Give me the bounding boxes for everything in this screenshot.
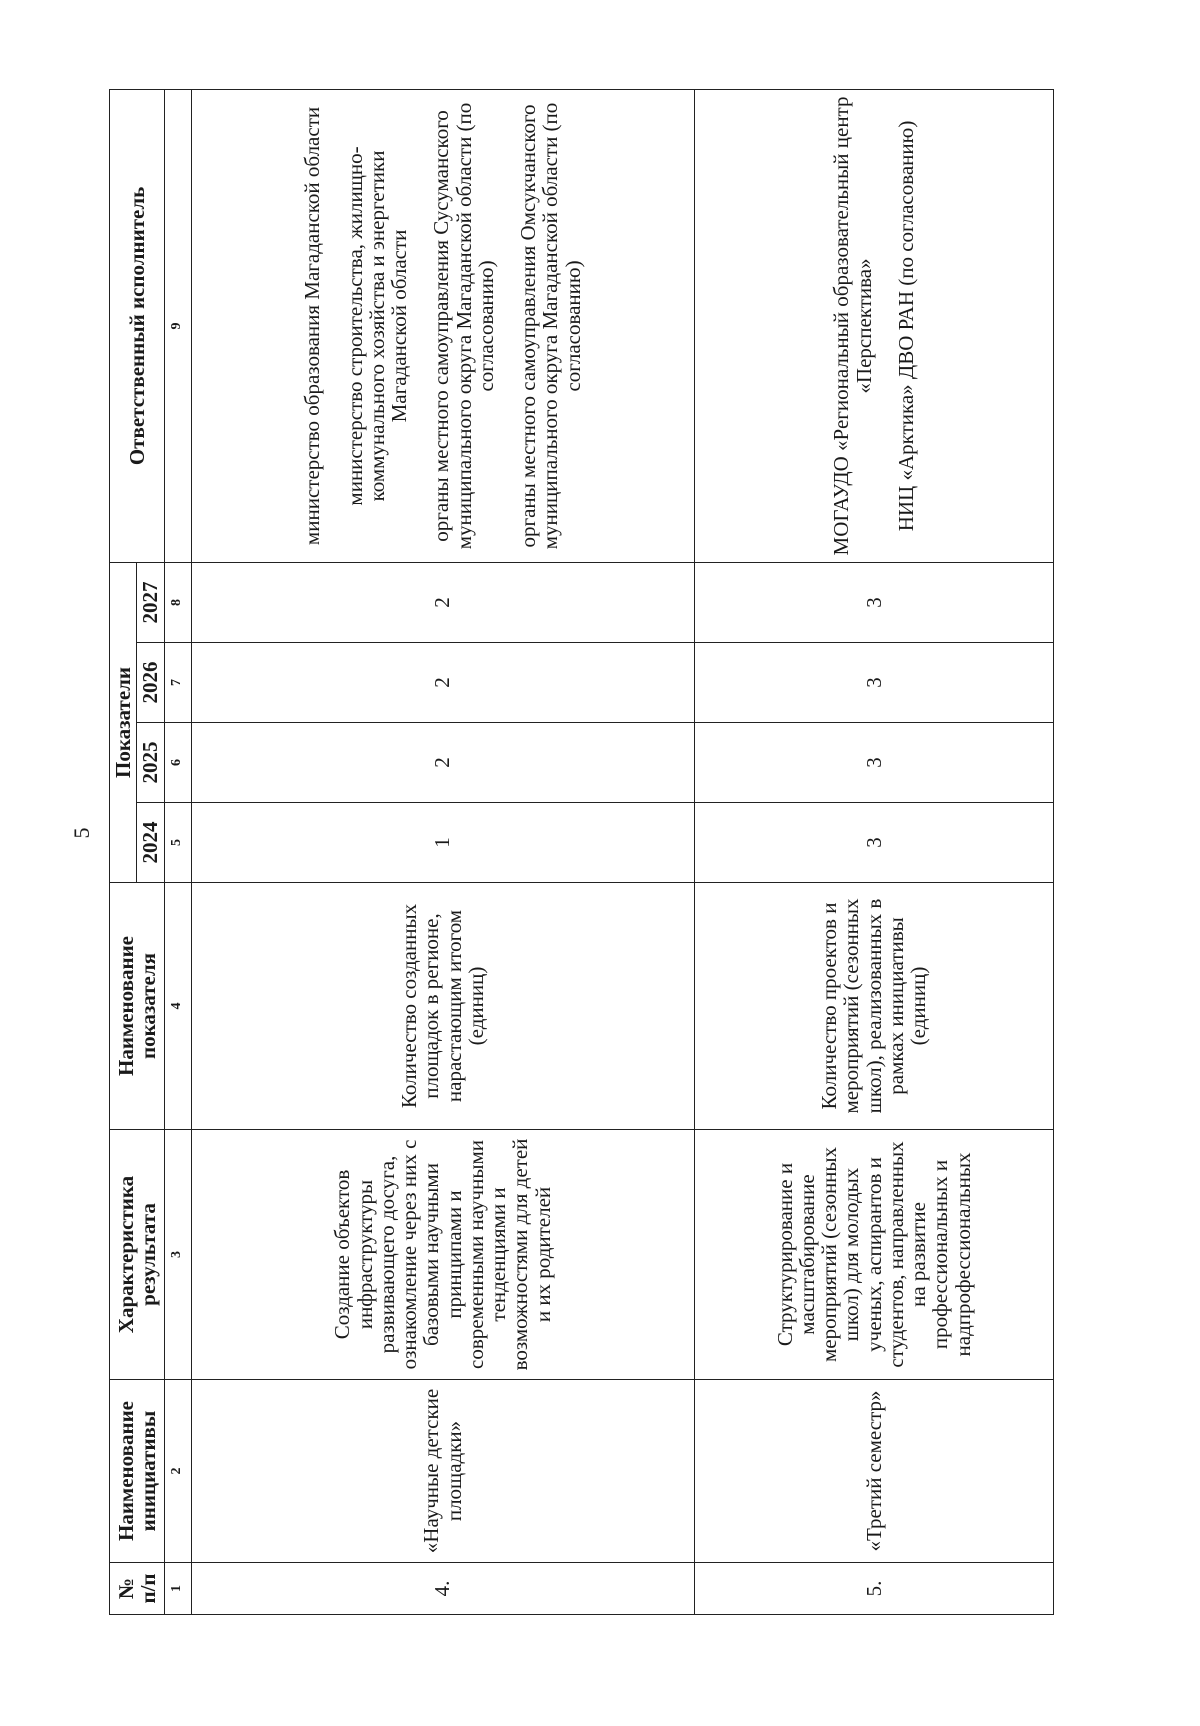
row-indicator: Количество проектов и мероприятий (сезонных школ), реализованных в рамках инициативы (единиц) bbox=[694, 883, 1053, 1130]
row-characteristic: Создание объектов инфраструктуры развивающего досуга, ознакомление через них с базовыми научными принципами и современными научными тенденциями и возможностями для детей и их родителей bbox=[191, 1130, 694, 1380]
header-characteristic: Характеристика результата bbox=[110, 1130, 165, 1380]
header-year-2027: 2027 bbox=[137, 562, 164, 642]
header-year-2026: 2026 bbox=[137, 643, 164, 723]
header-year-2025: 2025 bbox=[137, 723, 164, 803]
row-num: 5. bbox=[694, 1563, 1053, 1615]
header-num: № п/п bbox=[110, 1563, 165, 1615]
column-number-6: 6 bbox=[164, 723, 191, 803]
table-row bbox=[694, 89, 1053, 1614]
column-number-2: 2 bbox=[164, 1380, 191, 1563]
row-value-2027: 2 bbox=[191, 562, 694, 642]
page-number: 5 bbox=[69, 827, 94, 839]
row-num: 4. bbox=[191, 1563, 694, 1615]
column-number-3: 3 bbox=[164, 1130, 191, 1380]
header-initiative: Наименование инициативы bbox=[110, 1380, 165, 1563]
row-indicator: Количество созданных площадок в регионе, нарастающим итогом (единиц) bbox=[191, 883, 694, 1130]
indicators-table bbox=[109, 89, 1054, 1615]
rotated-table-container bbox=[109, 90, 1054, 1615]
row-value-2024: 3 bbox=[694, 803, 1053, 883]
header-indicators-group: Показатели bbox=[110, 562, 137, 882]
row-value-2026: 3 bbox=[694, 643, 1053, 723]
header-year-2024: 2024 bbox=[137, 803, 164, 883]
header-executor: Ответственный исполнитель bbox=[110, 89, 165, 562]
header-indicator: Наименование показателя bbox=[110, 883, 165, 1130]
column-number-8: 8 bbox=[164, 562, 191, 642]
column-number-1: 1 bbox=[164, 1563, 191, 1615]
row-value-2025: 2 bbox=[191, 723, 694, 803]
executor-text: органы местного самоуправления Омсукчанского муниципального округа Магаданской области (по согласованию) bbox=[516, 102, 585, 550]
row-executors bbox=[694, 89, 1053, 562]
table-frame bbox=[109, 90, 1054, 1615]
row-value-2027: 3 bbox=[694, 562, 1053, 642]
row-executors bbox=[191, 89, 694, 562]
column-number-5: 5 bbox=[164, 803, 191, 883]
row-characteristic: Структурирование и масштабирование мероприятий (сезонных школ) для молодых ученых, аспирантов и студентов, направленных на развитие профессиональных и надпрофессиональных bbox=[694, 1130, 1053, 1380]
row-initiative: «Научные детские площадки» bbox=[191, 1380, 694, 1563]
row-value-2025: 3 bbox=[694, 723, 1053, 803]
row-value-2024: 1 bbox=[191, 803, 694, 883]
executor-text: НИЦ «Арктика» ДВО РАН (по согласованию) bbox=[893, 120, 918, 532]
table-row bbox=[191, 89, 694, 1614]
row-initiative: «Третий семестр» bbox=[694, 1380, 1053, 1563]
executor-text: МОГАУДО «Региональный образовательный центр «Перспектива» bbox=[829, 96, 876, 556]
executor-text: министерство строительства, жилищно-коммунального хозяйства и энергетики Магаданской области bbox=[342, 146, 412, 506]
executor-text: органы местного самоуправления Сусуманского муниципального округа Магаданской области (по согласованию) bbox=[429, 102, 498, 550]
column-number-7: 7 bbox=[164, 643, 191, 723]
column-number-9: 9 bbox=[164, 89, 191, 562]
executor-text: министерство образования Магаданской области bbox=[300, 106, 325, 546]
row-value-2026: 2 bbox=[191, 643, 694, 723]
column-number-4: 4 bbox=[164, 883, 191, 1130]
